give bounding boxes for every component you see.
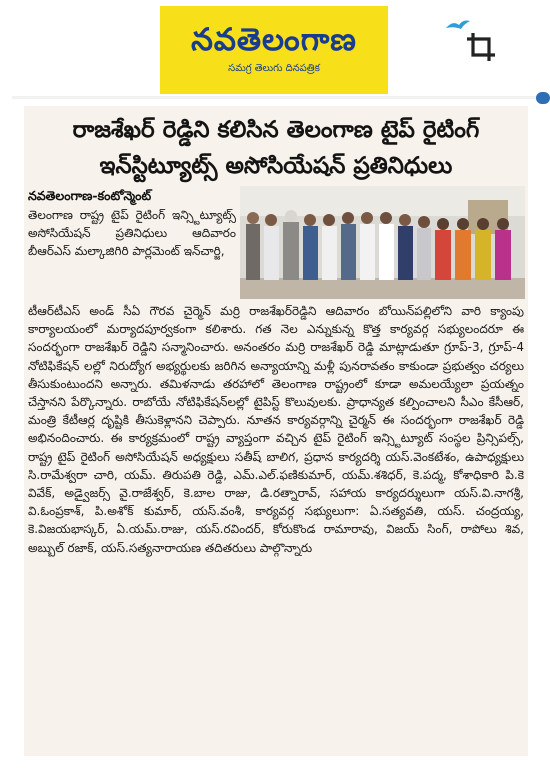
group-photo	[240, 186, 525, 299]
article-body: టీఆర్‌టీఎస్ అండ్ సీఏ గౌరవ చైర్మెన్ మర్రి రాజశేఖర్‌రెడ్డిని ఆదివారం బోయిన్‌పల్లిలోని వారి క్యాంపు కార్యాలయంలో మర్యాదపూర్వకంగా కలిశారు. గత నెల ఎన్నుకున్న కొత్త కార్యవర్గ సభ్యులందరూ ఈ సందర్భంగా రాజశేఖర్ రెడ్డిని సన్మానించారు. అనంతరం మర్రి రాజశేఖర్ రెడ్డి మాట్లాడుతూ గ్రూప్-3, గ్రూప్-4 నోటిఫికేషన్ లల్లో నిరుద్యోగ అభ్యర్థులకు జరిగిన అన్యాయాన్ని మళ్లీ పునరావతం కాకుండా ప్రభుత్వం చర్యలు తీసుకుంటుందని అన్నారు. తమిళనాడు తరహాలో తెలంగాణ రాష్ట్రంలో కూడా అమలయ్యేలా ప్రయత్నం చేస్తానని పేర్కొన్నారు. రాబోయే నోటిఫికేషన్‌లల్లో టైపిస్ట్ కొలువులకు. ప్రాధాన్యత కల్పించాలని సీఎం కేసీఆర్, మంత్రి కేటీఆర్ల దృష్టికి తీసుకెళ్లానని చెప్పారు. నూతన కార్యవర్గాన్ని చైర్మన్ ఈ సందర్భంగా రాజశేఖర్ రెడ్డి అభినందించారు. ఈ కార్యక్రమంలో రాష్ట్ర వ్యాప్తంగా వచ్చిన టైప్ రైటింగ్ ఇన్స్టిట్యూట్ సంస్థల ప్రిన్సిపల్స్, రాష్ట్ర టైప్ రైటింగ్ అసోసియేషన్ అధ్యక్షులు సతీష్ బాలిగ, ప్రధాన కార్యదర్శి యస్.వెంకటేశం, ఉపాధ్యక్షులు సి.రామేశ్వరా చారి, యమ్. తిరుపతి రెడ్డి, ఎమ్.ఎల్.ఫణికుమార్, యమ్.శశిధర్, కె.పద్మ, కోశాధికారి పి.కె వివేక్, అడ్వైజర్స్ వై.రాజేశ్వర్, కె.బాల రాజు, డి.రత్నారావ్, సహాయ కార్యదర్శులుగా యస్.వి.నాగశ్రీ, వి.ఓంప్రకాశ్, పి.అశోక్ కుమార్, యస్.వంశీ, కార్యవర్గ సభ్యులుగా: ఏ.సత్యవతి, యస్. చంద్రయ్య, కె.విజయభాస్కర్, ఏ.యమ్.రాజు, యస్.రవిందర్, కోరుకొండ రామారావు, విజయ్ సింగ్, రాపోలు శివ, అబ్బుల్ రజాక్, యస్.సత్యనారాయణ తదితరులు పాల్గొన్నారు	[28, 304, 524, 555]
masthead-title: నవతెలంగాణ	[191, 21, 357, 58]
newspaper-masthead	[160, 6, 388, 94]
divider	[12, 96, 538, 99]
article-dateline: నవతెలంగాణ-కంటోన్మెంట్	[28, 188, 152, 203]
masthead-tagline: సమగ్ర తెలుగు దినపత్రిక	[228, 62, 320, 74]
edge-handle[interactable]	[536, 92, 550, 104]
news-clipping	[24, 106, 528, 756]
article-intro: తెలంగాణ రాష్ట్ర టైప్ రైటింగ్ ఇన్స్టిట్యూట్స్ అసోసియేషన్ ప్రతినిధులు ఆదివారం బీఆర్ఎస్ మల్కాజిగిరి పార్లమెంట్ ఇన్‌చార్జి,	[28, 208, 236, 258]
crop-icon[interactable]	[464, 30, 498, 64]
article-headline: రాజశేఖర్ రెడ్డిని కలిసిన తెలంగాణ టైప్ రైటింగ్ ఇన్‌స్టిట్యూట్స్ అసోసియేషన్ ప్రతినిధులు	[72, 117, 480, 179]
